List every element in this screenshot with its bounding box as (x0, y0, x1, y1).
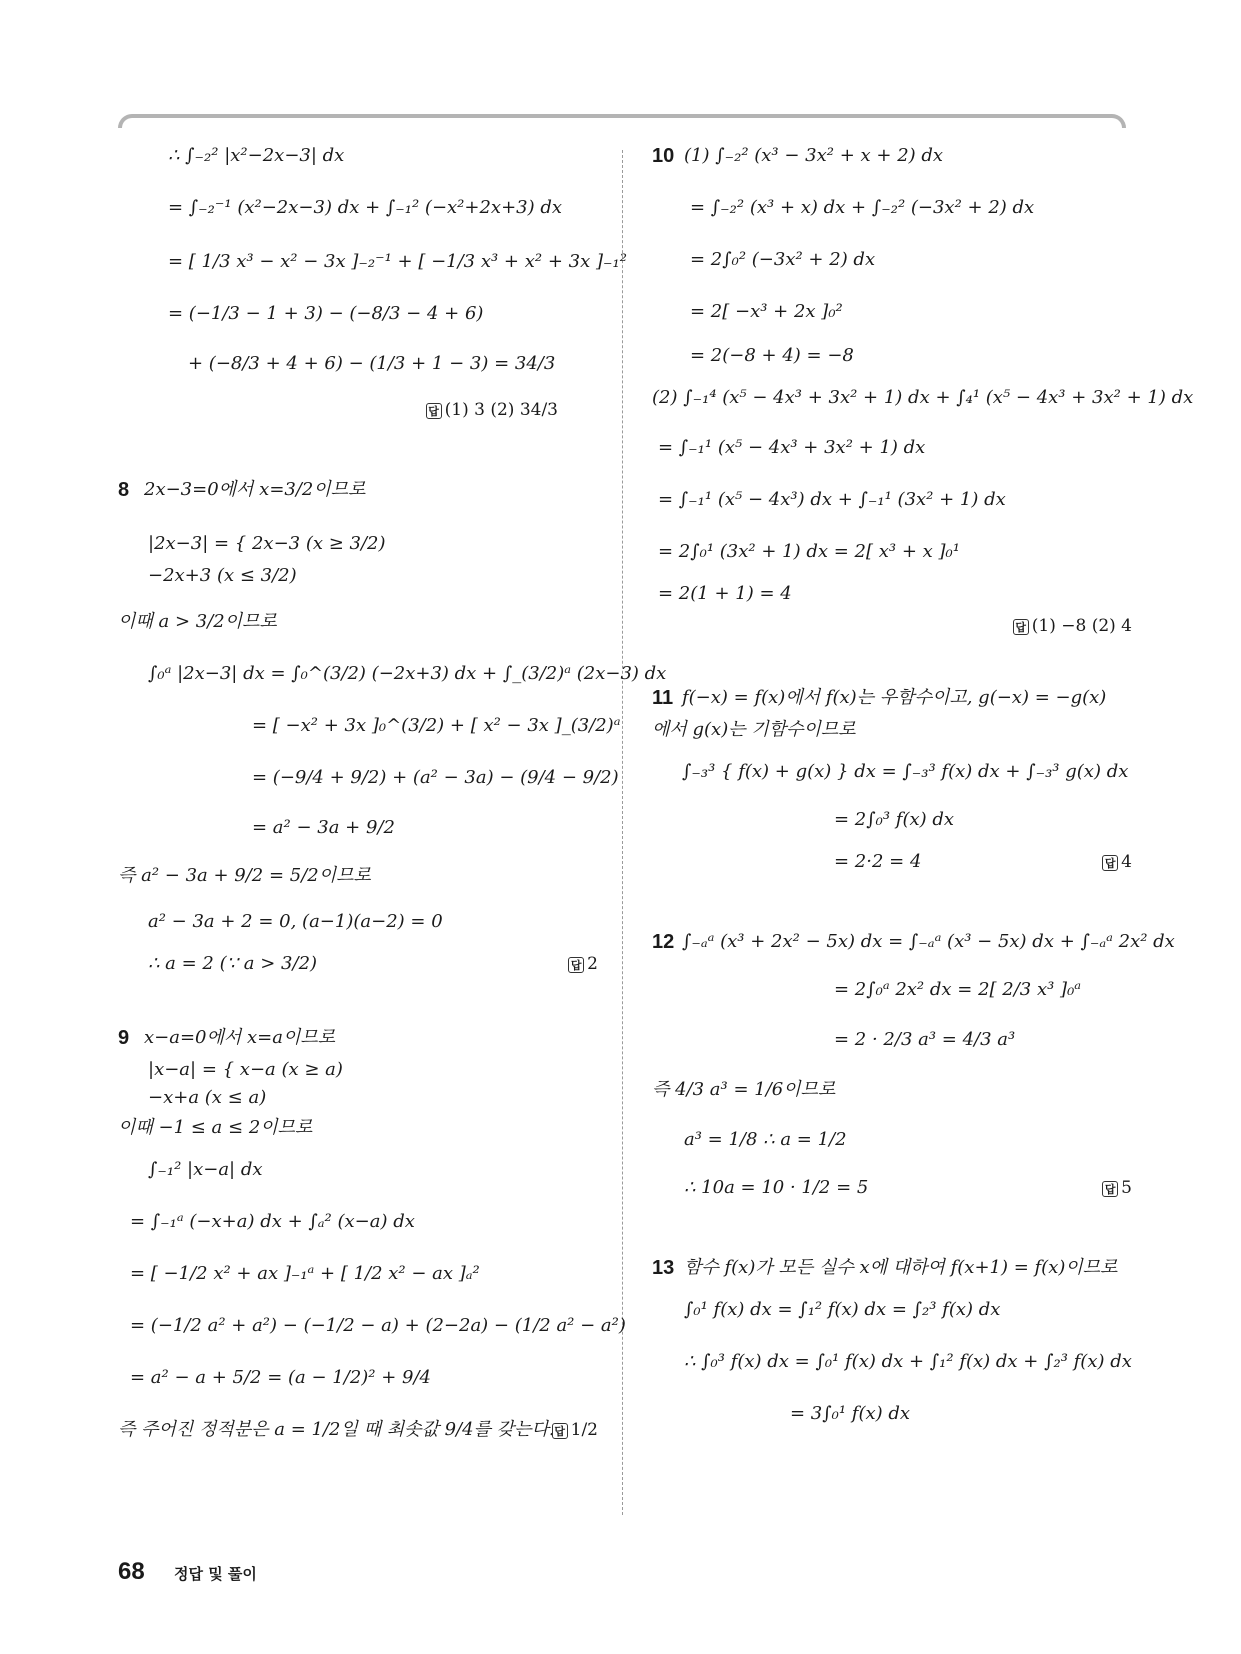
p10-line-5: = 2(−8 + 4) = −8 (690, 345, 854, 366)
p10-line-3: = 2∫₀² (−3x² + 2) dx (690, 249, 876, 270)
problem-9-number: 9 (118, 1027, 130, 1049)
answer-icon: 답 (1013, 619, 1029, 635)
p8-line-1: 2x−3=0에서 x=3/2이므로 (144, 479, 366, 500)
p11-line-5: = 2·2 = 4 (834, 851, 922, 872)
p9-line-10: 즉 주어진 정적분은 a = 1/2일 때 최솟값 9/4를 갖는다. (118, 1419, 555, 1440)
p8-line-3: −2x+3 (x ≤ 3/2) (148, 565, 297, 586)
p9-line-1: x−a=0에서 x=a이므로 (144, 1027, 336, 1048)
answer-icon: 답 (1102, 855, 1118, 871)
p12-line-1: ∫₋ₐᵃ (x³ + 2x² − 5x) dx = ∫₋ₐᵃ (x³ − 5x) dx + ∫₋ₐᵃ 2x² dx (682, 931, 1175, 952)
problem-10-number: 10 (652, 145, 675, 167)
column-divider (622, 150, 623, 1515)
p9-line-9: = a² − a + 5/2 = (a − 1/2)² + 9/4 (130, 1367, 432, 1388)
p11-answer: 답 4 (1102, 850, 1132, 874)
p8-line-9: 즉 a² − 3a + 9/2 = 5/2이므로 (118, 865, 371, 886)
p9-line-5: ∫₋₁² |x−a| dx (148, 1159, 263, 1180)
answer-icon: 답 (568, 957, 584, 973)
cont-line-1: ∴ ∫₋₂² |x²−2x−3| dx (168, 145, 345, 166)
p8-answer: 답 2 (568, 952, 598, 976)
p9-line-4: 이때 −1 ≤ a ≤ 2이므로 (118, 1117, 313, 1138)
p11-line-2: 에서 g(x)는 기함수이므로 (652, 719, 856, 740)
cont-line-3: = [ 1/3 x³ − x² − 3x ]₋₂⁻¹ + [ −1/3 x³ + x² + 3x ]₋₁² (168, 251, 627, 272)
p13-line-1: 함수 f(x)가 모든 실수 x에 대하여 f(x+1) = f(x)이므로 (684, 1257, 1118, 1278)
problem-12-number: 12 (652, 931, 675, 953)
p9-line-3: −x+a (x ≤ a) (148, 1087, 267, 1108)
p8-line-11: ∴ a = 2 (∵ a > 3/2) (148, 953, 318, 974)
p11-line-1: f(−x) = f(x)에서 f(x)는 우함수이고, g(−x) = −g(x) (682, 687, 1107, 708)
top-border (118, 114, 1126, 128)
answer-icon: 답 (1102, 1181, 1118, 1197)
p11-line-3: ∫₋₃³ { f(x) + g(x) } dx = ∫₋₃³ f(x) dx + ∫₋₃³ g(x) dx (682, 761, 1129, 782)
p10-line-9: = 2∫₀¹ (3x² + 1) dx = 2[ x³ + x ]₀¹ (658, 541, 960, 562)
p12-answer: 답 5 (1102, 1176, 1132, 1200)
page-number: 68 (118, 1558, 145, 1585)
p12-line-4: 즉 4/3 a³ = 1/6이므로 (652, 1079, 836, 1100)
problem-13-number: 13 (652, 1257, 675, 1279)
p8-line-2: |2x−3| = { 2x−3 (x ≥ 3/2) (148, 533, 386, 554)
p12-line-3: = 2 · 2/3 a³ = 4/3 a³ (834, 1029, 1016, 1050)
problem-8-number: 8 (118, 479, 130, 501)
section-title: 정답 및 풀이 (174, 1565, 257, 1583)
p8-line-8: = a² − 3a + 9/2 (252, 817, 395, 838)
answer-icon: 답 (426, 403, 442, 419)
p8-line-4: 이때 a > 3/2이므로 (118, 611, 277, 632)
p9-line-7: = [ −1/2 x² + ax ]₋₁ᵃ + [ 1/2 x² − ax ]ₐ² (130, 1263, 480, 1284)
p9-line-8: = (−1/2 a² + a²) − (−1/2 − a) + (2−2a) − (1/2 a² − a²) (130, 1315, 626, 1336)
p12-line-2: = 2∫₀ᵃ 2x² dx = 2[ 2/3 x³ ]₀ᵃ (834, 979, 1082, 1000)
p10-line-10: = 2(1 + 1) = 4 (658, 583, 792, 604)
p10-line-6: (2) ∫₋₁⁴ (x⁵ − 4x³ + 3x² + 1) dx + ∫₄¹ (x⁵ − 4x³ + 3x² + 1) dx (652, 387, 1194, 408)
p10-line-7: = ∫₋₁¹ (x⁵ − 4x³ + 3x² + 1) dx (658, 437, 926, 458)
p9-line-6: = ∫₋₁ᵃ (−x+a) dx + ∫ₐ² (x−a) dx (130, 1211, 415, 1232)
cont-line-4: = (−1/3 − 1 + 3) − (−8/3 − 4 + 6) (168, 303, 484, 324)
p12-line-5: a³ = 1/8 ∴ a = 1/2 (684, 1129, 847, 1150)
cont-line-2: = ∫₋₂⁻¹ (x²−2x−3) dx + ∫₋₁² (−x²+2x+3) dx (168, 197, 563, 218)
cont-line-5: + (−8/3 + 4 + 6) − (1/3 + 1 − 3) = 34/3 (188, 353, 556, 374)
p10-line-8: = ∫₋₁¹ (x⁵ − 4x³) dx + ∫₋₁¹ (3x² + 1) dx (658, 489, 1006, 510)
p10-line-2: = ∫₋₂² (x³ + x) dx + ∫₋₂² (−3x² + 2) dx (690, 197, 1035, 218)
p11-line-4: = 2∫₀³ f(x) dx (834, 809, 955, 830)
p9-answer: 답 1/2 (552, 1418, 598, 1442)
p10-line-4: = 2[ −x³ + 2x ]₀² (690, 301, 843, 322)
p9-line-2: |x−a| = { x−a (x ≥ a) (148, 1059, 343, 1080)
p8-line-10: a² − 3a + 2 = 0, (a−1)(a−2) = 0 (148, 911, 443, 932)
p8-line-7: = (−9/4 + 9/2) + (a² − 3a) − (9/4 − 9/2) (252, 767, 619, 788)
problem-11-number: 11 (652, 687, 674, 709)
p13-line-2: ∫₀¹ f(x) dx = ∫₁² f(x) dx = ∫₂³ f(x) dx (684, 1299, 1001, 1320)
p13-line-3: ∴ ∫₀³ f(x) dx = ∫₀¹ f(x) dx + ∫₁² f(x) dx + ∫₂³ f(x) dx (684, 1351, 1132, 1372)
answer-icon: 답 (552, 1423, 568, 1439)
p10-line-1: (1) ∫₋₂² (x³ − 3x² + x + 2) dx (684, 145, 944, 166)
p8-line-6: = [ −x² + 3x ]₀^(3/2) + [ x² − 3x ]_(3/2)ᵃ (252, 715, 621, 736)
p13-line-4: = 3∫₀¹ f(x) dx (790, 1403, 911, 1424)
cont-answer: 답 (1) 3 (2) 34/3 (426, 398, 558, 422)
p10-answer: 답 (1) −8 (2) 4 (1013, 614, 1132, 638)
p12-line-6: ∴ 10a = 10 · 1/2 = 5 (684, 1177, 869, 1198)
p8-line-5: ∫₀ᵃ |2x−3| dx = ∫₀^(3/2) (−2x+3) dx + ∫_(3/2)ᵃ (2x−3) dx (148, 663, 667, 684)
